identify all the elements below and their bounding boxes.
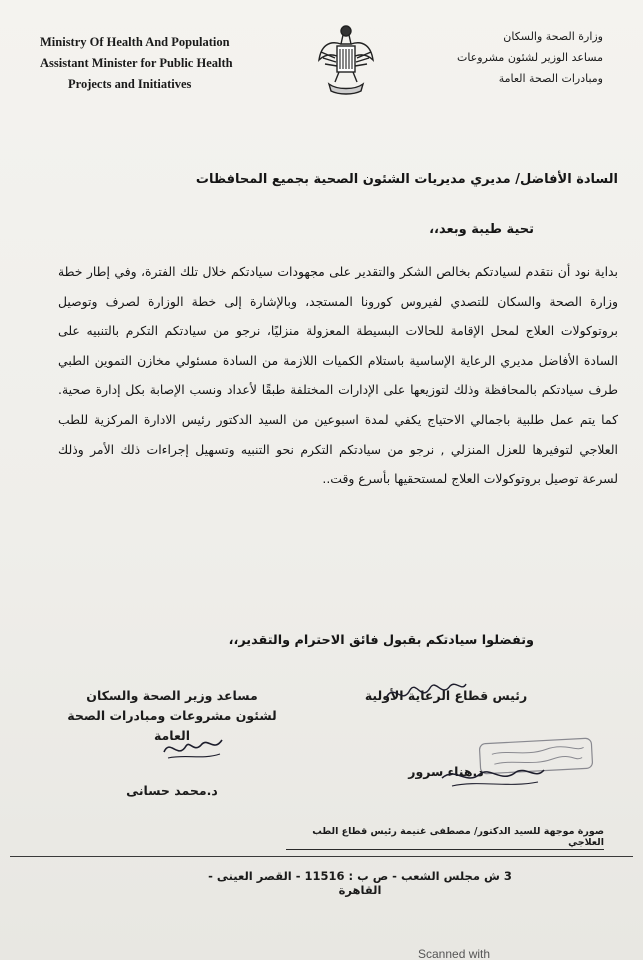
- closing-line: وتفضلوا سيادتكم بقبول فائق الاحترام والتقدير،،: [228, 633, 534, 648]
- signature-left-name: د.محمد حسانى: [126, 783, 218, 798]
- footer-address: 3 ش مجلس الشعب - ص ب : 11516 - القصر العينى - القاهرة: [208, 869, 512, 897]
- signature-right-name: د.هناء سرور: [408, 764, 484, 779]
- greeting: تحية طيبة وبعد،،: [429, 222, 534, 237]
- header-ar-line3: ومبادرات الصحة العامة: [498, 72, 603, 85]
- carbon-copy-line: صورة موجهة للسيد الدكتور/ مصطفى غنيمة رئيس قطاع الطب العلاجي: [286, 826, 604, 850]
- body-paragraph: بداية نود أن نتقدم لسيادتكم بخالص الشكر والتقدير على مجهودات سيادتكم خلال تلك الفترة، وفي إطار خطة وزارة الصحة والسكان للتصدي لفيروس كورونا المستجد، وبالإشارة إلى خطة الوزارة لصرف وتوصيل بروتوكولات العلاج لمحل الإقامة للحالات البسيطة المعزولة منزليًا، نرجو من سيادتكم التكرم بالتنبيه على السادة الأفاضل مديري الرعاية الإساسية باستلام الكميات اللازمة من السادة مسئولي مخازن التموين الطبي طرف سيادتكم بالمحافظة وذلك لتوزيعها على الإدارات المختلفة طبقًا لأعداد ونسب الإصابة بكل إدارة صحية. كما يتم عمل طلبية باجمالي الاحتياج يكفي لمدة اسبوعين من السيد الدكتور رئيس الادارة المركزية للطب العلاجي لتوفيرها للعزل المنزلي , نرجو من سيادتكم التكرم نحو التنبيه وتسهيل إجراءات ذلك الأمر وذلك لسرعة توصيل بروتوكولات العلاج لمستحقيها بأسرع وقت..: [58, 264, 618, 487]
- signature-left-title-line2: لشئون مشروعات ومبادرات الصحة العامة: [67, 708, 277, 743]
- signature-right-title: رئيس قطاع الرعاية الأولية: [364, 688, 528, 703]
- header-ar-line1: وزارة الصحة والسكان: [503, 30, 603, 43]
- header-en-line2: Assistant Minister for Public Health: [40, 56, 233, 70]
- english-header: [40, 32, 260, 95]
- header-ar-line2: مساعد الوزير لشئون مشروعات: [456, 51, 603, 64]
- handwritten-signature-left-icon: [158, 730, 228, 764]
- handwritten-signature-right-icon: [380, 672, 470, 712]
- arabic-header: [413, 26, 603, 89]
- addressee: السادة الأفاضل/ مديري مديريات الشئون الصحية بجميع المحافظات: [195, 172, 618, 187]
- header-en-line1: Ministry Of Health And Population: [40, 35, 230, 49]
- footer-divider: [10, 856, 633, 857]
- header-en-line3: Projects and Initiatives: [68, 77, 192, 91]
- scan-watermark: Scanned with: [418, 947, 491, 960]
- eagle-emblem-icon: [315, 20, 377, 98]
- signature-left-title-line1: مساعد وزير الصحة والسكان: [86, 688, 258, 703]
- handwritten-signature-name-icon: [438, 758, 548, 792]
